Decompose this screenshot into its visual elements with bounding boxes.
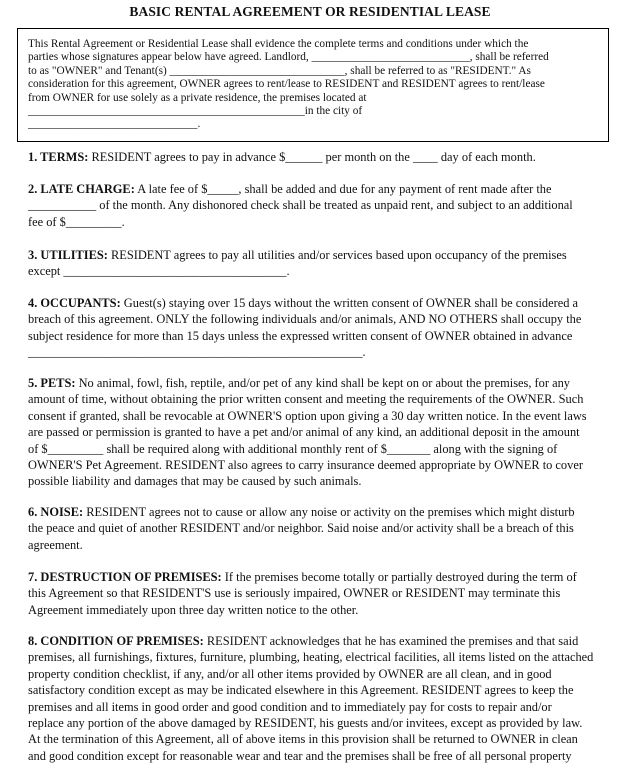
intro-box	[17, 28, 609, 142]
section-line: RESIDENT acknowledges that he has examined the premises and that said	[203, 634, 579, 648]
section-heading: 7. DESTRUCTION OF PREMISES:	[28, 570, 222, 584]
intro-line: _________________________________________________in the city of	[28, 105, 363, 118]
section-line: OWNER'S Pet Agreement. RESIDENT also agrees to carry insurance deemed appropriate by OWNER to cover	[28, 458, 583, 473]
section-line: ______________________________________________________.	[28, 345, 366, 360]
section-line: property condition checklist, if any, and/or all other items provided by OWNER are all clean, and in good	[28, 666, 552, 681]
intro-line: parties whose signatures appear below have agreed. Landlord, ____________________________, shall be referred	[28, 51, 549, 64]
document-title: BASIC RENTAL AGREEMENT OR RESIDENTIAL LEASE	[129, 4, 491, 19]
section-line: fee of $_________.	[28, 214, 125, 229]
section-line: A late fee of $_____, shall be added and due for any payment of rent made after the	[134, 182, 552, 196]
section-line: RESIDENT agrees not to cause or allow any noise or activity on the premises which might disturb	[83, 505, 575, 519]
section-utilities	[28, 247, 608, 280]
section-line: agreement.	[28, 537, 83, 552]
intro-line: to as "OWNER" and Tenant(s) _______________________________, shall be referred to as "RESIDENT." As	[28, 64, 531, 77]
intro-line: ______________________________.	[28, 118, 201, 131]
section-line: replace any portion of the above damaged by RESIDENT, his guests and/or invitees, except as provided by law.	[28, 716, 583, 731]
section-pets	[28, 375, 608, 490]
section-line: premises and all items in good order and good condition and to immediately pay for costs to repair and/or	[28, 699, 552, 714]
section-line: of $_________ shall be required along with additional monthly rent of $_______ along with the signing of	[28, 441, 558, 456]
section-line: premises, all furnishings, fixtures, furniture, plumbing, heating, electrical facilities, all items listed on the attached	[28, 650, 594, 665]
section-line: Agreement immediately upon three day written notice to the other.	[28, 602, 359, 617]
section-line: and good condition except for reasonable wear and tear and the premises shall be free of all personal property	[28, 748, 572, 763]
section-line: satisfactory condition except as may be indicated elsewhere in this Agreement. RESIDENT agrees to keep the	[28, 683, 574, 698]
section-line: RESIDENT agrees to pay in advance $______ per month on the ____ day of each month.	[88, 150, 536, 164]
section-heading: 6. NOISE:	[28, 505, 84, 519]
section-line: this Agreement so that RESIDENT'S use is seriously impaired, OWNER or RESIDENT may terminate this	[28, 586, 561, 601]
section-line: consent if granted, shall be revocable at OWNER'S option upon giving a 30 day written notice. In the event laws	[28, 408, 587, 423]
section-line: the peace and quiet of another RESIDENT and/or neighbor. Said noise and/or activity shall be a breach of this	[28, 521, 574, 536]
section-line: ___________ of the month. Any dishonored check shall be treated as unpaid rent, and subject to an additional	[28, 198, 573, 213]
intro-line: consideration for this agreement, OWNER agrees to rent/lease to RESIDENT and RESIDENT agrees to rent/lease	[28, 78, 545, 91]
section-heading: 5. PETS:	[28, 376, 76, 390]
section-terms	[28, 149, 608, 165]
section-heading: 4. OCCUPANTS:	[28, 296, 121, 310]
section-line: except ____________________________________.	[28, 264, 290, 279]
section-line: At the termination of this Agreement, all of above items in this provision shall be returned to OWNER in clean	[28, 732, 578, 747]
section-line: breach of this agreement. ONLY the following individuals and/or animals, AND NO OTHERS shall occupy the	[28, 312, 582, 327]
section-heading: 1. TERMS:	[28, 150, 89, 164]
intro-line: from OWNER for use solely as a private residence, the premises located at	[28, 91, 367, 104]
section-line: If the premises become totally or partially destroyed during the term of	[221, 570, 577, 584]
section-line: Guest(s) staying over 15 days without the written consent of OWNER shall be considered a	[120, 296, 579, 310]
section-line: subject residence for more than 15 days unless the expressed written consent of OWNER obtained in advance	[28, 328, 573, 343]
section-destruction-of-premises	[28, 569, 608, 618]
section-line: possible liability and damages that may be caused by such animals.	[28, 474, 362, 489]
section-heading: 8. CONDITION OF PREMISES:	[28, 634, 204, 648]
section-line: amount of time, without obtaining the prior written consent and meeting the requirements of the OWNER. Such	[28, 392, 584, 407]
section-heading: 3. UTILITIES:	[28, 248, 108, 262]
intro-line: This Rental Agreement or Residential Lease shall evidence the complete terms and conditions under which the	[28, 38, 529, 50]
section-line: No animal, fowl, fish, reptile, and/or pet of any kind shall be kept on or about the premises, for any	[75, 376, 570, 390]
section-late-charge	[28, 181, 608, 230]
section-line: are passed or permission is granted to have a pet and/or animal of any kind, an additional deposit in the amount	[28, 425, 580, 440]
section-condition-of-premises	[28, 633, 608, 764]
section-heading: 2. LATE CHARGE:	[28, 182, 135, 196]
section-line: RESIDENT agrees to pay all utilities and/or services based upon occupancy of the premises	[107, 248, 567, 262]
section-noise	[28, 504, 608, 553]
section-occupants	[28, 295, 608, 361]
